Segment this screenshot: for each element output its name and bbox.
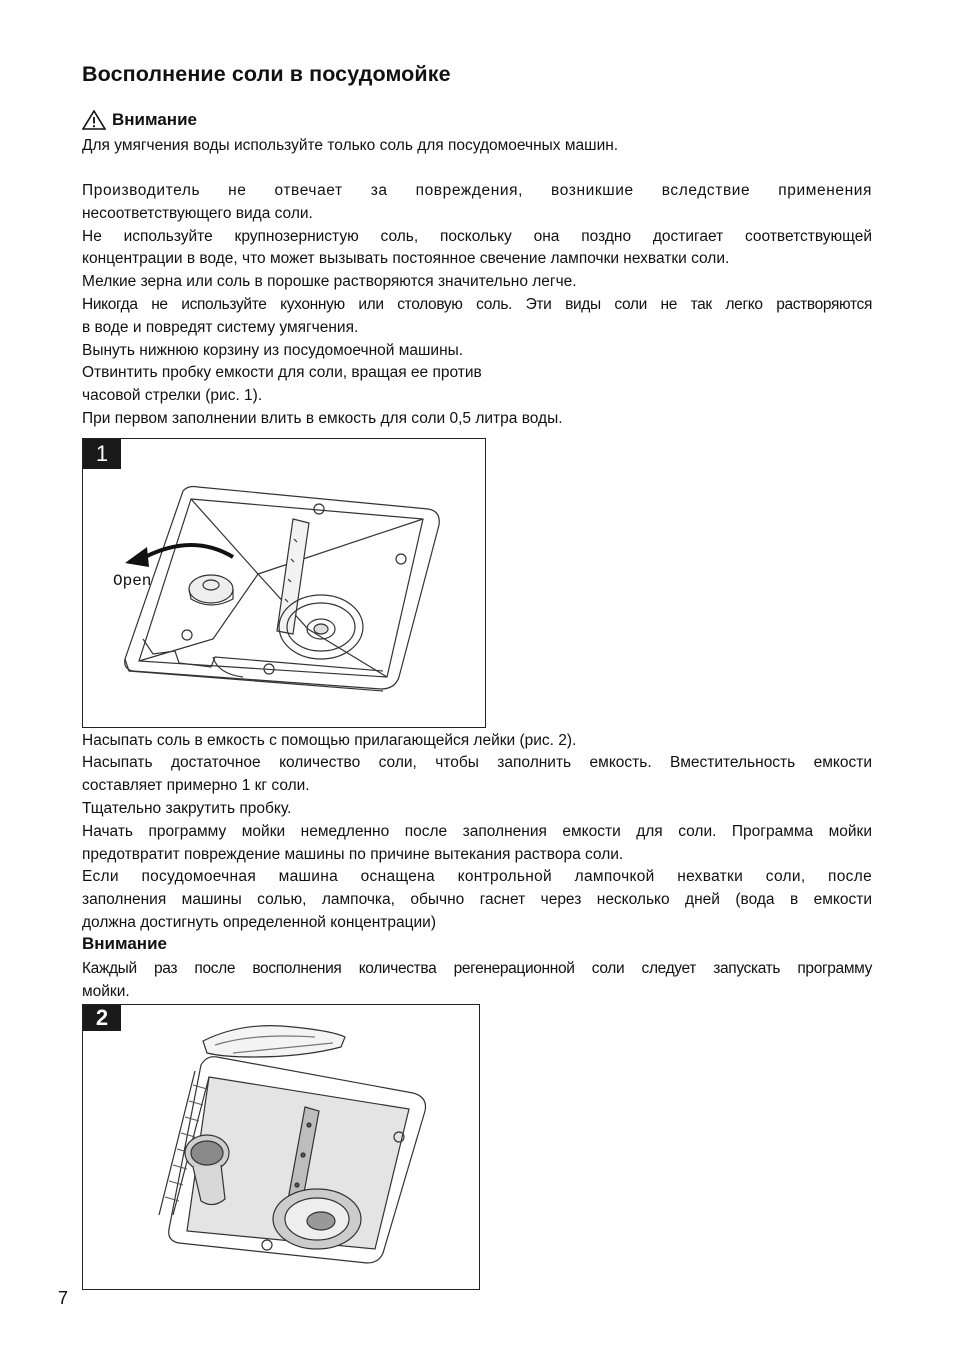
open-label: Open xyxy=(113,572,152,590)
intro-line: Для умягчения воды используйте только соль для посудомоечных машин. xyxy=(82,137,619,154)
warning-triangle-icon xyxy=(82,110,106,130)
warning2-line: Каждый раз после восполнения количества регенерационной соли следует запускать программу xyxy=(82,960,872,977)
body-line: Никогда не используйте кухонную или столовую соль. Эти виды соли не так легко растворяются xyxy=(82,296,872,313)
body-line: При первом заполнении влить в емкость для соли 0,5 литра воды. xyxy=(82,410,563,427)
page-number: 7 xyxy=(58,1288,69,1308)
body-line: составляет примерно 1 кг соли. xyxy=(82,777,310,794)
warning-heading-text: Внимание xyxy=(112,110,197,129)
body-line: Если посудомоечная машина оснащена контрольной лампочкой нехватки соли, после xyxy=(82,868,872,885)
body-line: должна достигнуть определенной концентрации) xyxy=(82,914,436,931)
body-line: в воде и повредят систему умягчения. xyxy=(82,319,359,336)
body-line: концентрации в воде, что может вызывать постоянное свечение лампочки нехватки соли. xyxy=(82,250,730,267)
figure-2-number: 2 xyxy=(83,1005,121,1031)
warning2-line: мойки. xyxy=(82,983,130,1000)
body-line: Насыпать достаточное количество соли, чтобы заполнить емкость. Вместительность емкости xyxy=(82,754,872,771)
page-title: Восполнение соли в посудомойке xyxy=(82,62,451,86)
warning-heading xyxy=(82,110,197,130)
body-line: Мелкие зерна или соль в порошке растворяются значительно легче. xyxy=(82,273,577,290)
figure-1-number: 1 xyxy=(83,439,121,469)
salt-funnel-illustration xyxy=(83,1005,479,1289)
body-line: предотвратит повреждение машины по причине вытекания раствора соли. xyxy=(82,846,624,863)
dishwasher-sump-illustration xyxy=(83,439,485,727)
body-line: часовой стрелки (рис. 1). xyxy=(82,387,263,404)
body-line: Тщательно закрутить пробку. xyxy=(82,800,292,817)
body-line: Производитель не отвечает за повреждения, возникшие вследствие применения xyxy=(82,182,872,199)
figure-2 xyxy=(82,1004,480,1290)
body-line: Вынуть нижнюю корзину из посудомоечной машины. xyxy=(82,342,464,359)
body-line: Отвинтить пробку емкости для соли, вращая ее против xyxy=(82,364,482,381)
body-line: несоответствующего вида соли. xyxy=(82,205,313,222)
body-line: Начать программу мойки немедленно после заполнения емкости для соли. Программа мойки xyxy=(82,823,872,840)
warning2-heading: Внимание xyxy=(82,934,167,953)
body-line: заполнения машины солью, лампочка, обычно гаснет через несколько дней (вода в емкости xyxy=(82,891,872,908)
figure-1 xyxy=(82,438,486,728)
body-line: Насыпать соль в емкость с помощью прилагающейся лейки (рис. 2). xyxy=(82,732,577,749)
body-line: Не используйте крупнозернистую соль, поскольку она поздно достигает соответствующей xyxy=(82,228,872,245)
